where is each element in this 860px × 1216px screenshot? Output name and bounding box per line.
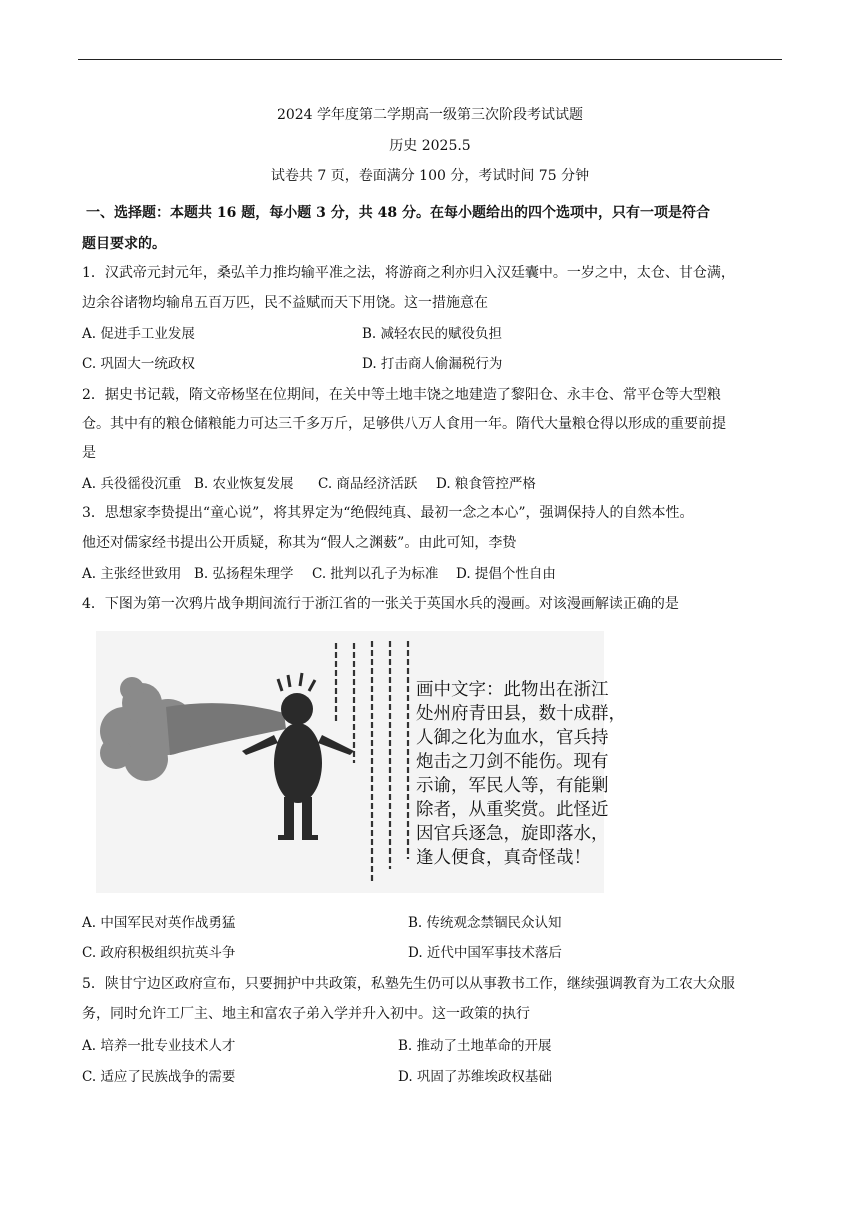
q3-option-c[interactable]: C. 批判以孔子为标准 — [312, 566, 439, 582]
q2-stem-line3: 是 — [82, 445, 96, 461]
caption-line: 处州府青田县，数十成群， — [416, 704, 626, 724]
q1-option-a[interactable]: A. 促进手工业发展 — [82, 326, 195, 342]
q1-option-b[interactable]: B. 减轻农民的赋役负担 — [362, 326, 503, 342]
q4-option-c[interactable]: C. 政府积极组织抗英斗争 — [82, 945, 236, 961]
q4-option-d[interactable]: D. 近代中国军事技术落后 — [408, 945, 562, 961]
section-heading-line2: 题目要求的。 — [82, 236, 166, 252]
q3-stem-line2: 他还对儒家经书提出公开质疑，称其为“假人之渊薮”。由此可知，李贽 — [82, 535, 517, 551]
section-heading-line1: 一、选择题：本题共 16 题，每小题 3 分，共 48 分。在每小题给出的四个选项中，只有一项是符合 — [86, 205, 710, 221]
q2-option-d[interactable]: D. 粮食管控严格 — [436, 476, 536, 492]
q1-option-c[interactable]: C. 巩固大一统政权 — [82, 356, 195, 372]
q1-stem-line1: 1．汉武帝元封元年，桑弘羊力推均输平准之法，将游商之利亦归入汉廷囊中。一岁之中，太仓、甘仓满， — [82, 265, 735, 281]
q1-option-d[interactable]: D. 打击商人偷漏税行为 — [362, 356, 503, 372]
q5-stem-line2: 务，同时允许工厂主、地主和富农子弟入学并升入初中。这一政策的执行 — [82, 1006, 530, 1022]
sailor-cartoon-image — [96, 631, 626, 893]
q4-option-b[interactable]: B. 传统观念禁锢民众认知 — [408, 915, 562, 931]
top-rule — [78, 59, 782, 60]
q5-stem-line1: 5．陕甘宁边区政府宣布，只要拥护中共政策，私塾先生仍可以从事教书工作，继续强调教育为工农大众服 — [82, 976, 735, 992]
exam-subject: 历史 2025.5 — [389, 138, 471, 154]
q2-option-c[interactable]: C. 商品经济活跃 — [318, 476, 418, 492]
q4-option-a[interactable]: A. 中国军民对英作战勇猛 — [82, 915, 236, 931]
caption-line: 因官兵逐急，旋即落水， — [416, 824, 609, 844]
q3-option-d[interactable]: D. 提倡个性自由 — [456, 566, 556, 582]
caption-line: 除者，从重奖赏。此怪近 — [416, 800, 609, 820]
q2-option-b[interactable]: B. 农业恢复发展 — [194, 476, 294, 492]
q1-stem-line2: 边余谷诸物均输帛五百万匹，民不益赋而天下用饶。这一措施意在 — [82, 295, 488, 311]
q5-option-a[interactable]: A. 培养一批专业技术人才 — [82, 1038, 236, 1054]
caption-line: 示谕，军民人等，有能剿 — [416, 776, 609, 796]
q5-option-b[interactable]: B. 推动了土地革命的开展 — [398, 1038, 552, 1054]
caption-line: 逢人便食，真奇怪哉！ — [416, 848, 591, 868]
caption-line: 人御之化为血水，官兵持 — [416, 728, 609, 748]
q3-option-a[interactable]: A. 主张经世致用 — [82, 566, 182, 582]
q5-option-c[interactable]: C. 适应了民族战争的需要 — [82, 1069, 236, 1085]
q3-stem-line1: 3．思想家李贽提出“童心说”，将其界定为“绝假纯真、最初一念之本心”，强调保持人的自然本性。 — [82, 505, 694, 521]
q5-option-d[interactable]: D. 巩固了苏维埃政权基础 — [398, 1069, 552, 1085]
caption-line: 炮击之刀剑不能伤。现有 — [416, 752, 609, 772]
exam-info: 试卷共 7 页，卷面满分 100 分，考试时间 75 分钟 — [270, 168, 590, 184]
q2-stem-line1: 2．据史书记载，隋文帝杨坚在位期间，在关中等土地丰饶之地建造了黎阳仓、永丰仓、常平仓等大型粮 — [82, 387, 721, 403]
q2-stem-line2: 仓。其中有的粮仓储粮能力可达三千多万斤，足够供八万人食用一年。隋代大量粮仓得以形成的重要前提 — [82, 416, 726, 432]
q4-stem-line1: 4．下图为第一次鸦片战争期间流行于浙江省的一张关于英国水兵的漫画。对该漫画解读正确的是 — [82, 596, 679, 612]
q3-option-b[interactable]: B. 弘扬程朱理学 — [194, 566, 294, 582]
caption-line: 画中文字：此物出在浙江 — [416, 680, 609, 700]
q2-option-a[interactable]: A. 兵役徭役沉重 — [82, 476, 182, 492]
exam-title: 2024 学年度第二学期高一级第三次阶段考试试题 — [276, 107, 584, 123]
